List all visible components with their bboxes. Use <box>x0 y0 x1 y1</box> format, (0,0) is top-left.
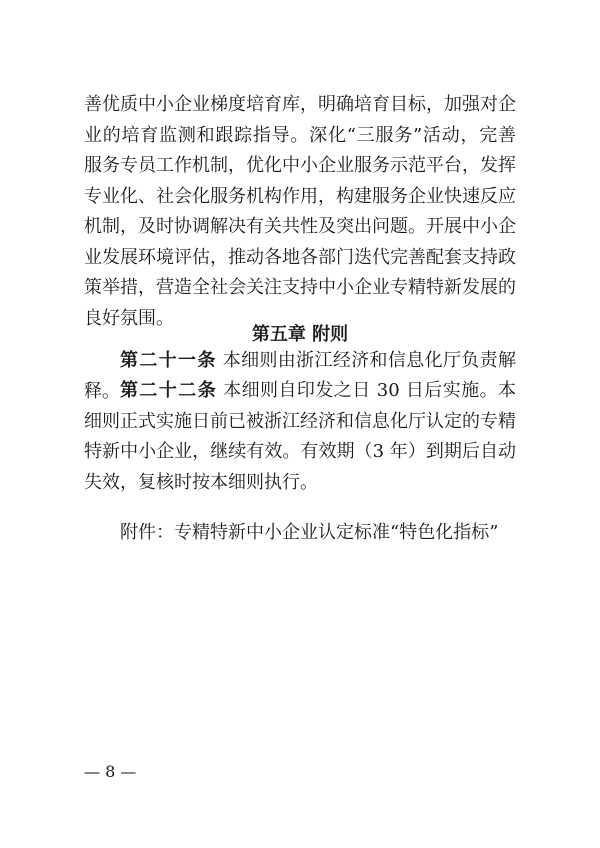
intro-paragraph: 善优质中小企业梯度培育库，明确培育目标，加强对企业的培育监测和跟踪指导。深化“三服务”活动，完善服务专员工作机制，优化中小企业服务示范平台，发挥专业化、社会化服务机构作用，构建服务企业快速反应机制，及时协调解决有关共性及突出问题。开展中小企业发展环境评估，推动各地各部门迭代完善配套支持政策举措，营造全社会关注支持中小企业专精特新发展的良好氛围。 <box>84 94 516 329</box>
article-22-text: 本细则自印发之日 30 日后实施。本细则正式实施日前已被浙江经济和信息化厅认定的专精特新中小企业，继续有效。有效期（3 年）到期后自动失效，复核时按本细则执行。 <box>84 380 516 493</box>
page-number: — 8 — <box>84 762 137 781</box>
article-22 <box>84 376 516 498</box>
article-21-text: 本细则由浙江经济和信息化厅负责解释。 <box>84 350 516 402</box>
article-21-label: 第二十一条 <box>120 350 217 371</box>
attachment-note: 附件：专精特新中小企业认定标准“特色化指标” <box>120 522 499 543</box>
chapter-title: 第五章 附则 <box>251 324 349 345</box>
article-22-label: 第二十二条 <box>120 380 218 401</box>
